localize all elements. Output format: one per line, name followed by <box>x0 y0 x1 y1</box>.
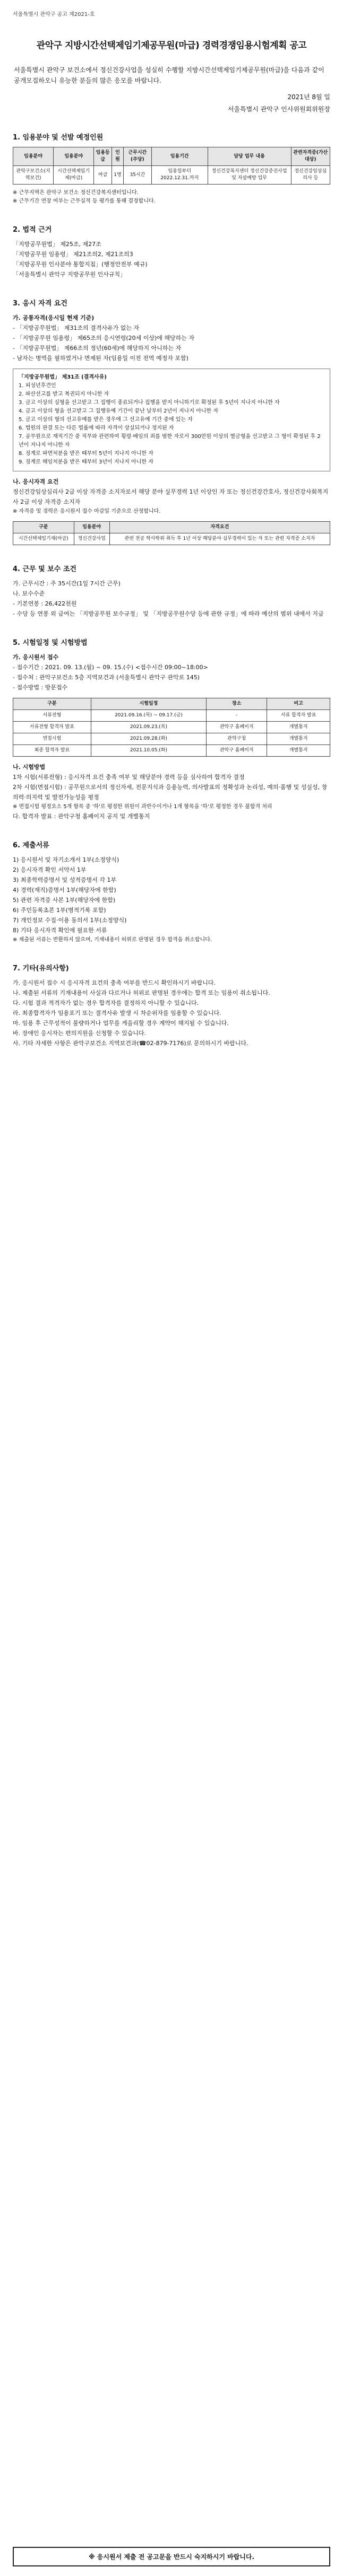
section-title: 7. 기타(유의사항) <box>13 965 69 972</box>
etc-line: 라. 최종합격자가 임용포기 또는 결격사유 발생 시 차순위자를 임용할 수 있습니다. <box>13 1010 221 1017</box>
work-conditions <box>13 579 330 619</box>
etc-line: 마. 임용 후 근무성적이 불량하거나 업무를 게을리할 경우 계약이 해지될 수 있습니다. <box>13 1020 229 1027</box>
section-title: 6. 제출서류 <box>13 842 49 849</box>
box-line: 4. 금고 이상의 형을 선고받고 그 집행유예 기간이 끝난 날부터 2년이 지나지 아니한 자 <box>19 408 219 414</box>
table-cell: 관악구보건소(지역보건) <box>13 166 54 185</box>
table-cell: 시간선택제임기제(마급) <box>54 166 94 185</box>
table-cell: 2021.09.16.(목) ~ 09.17.(금) <box>91 710 206 722</box>
table-cell: 정신건강복지센터 정신건강증진사업 및 자살예방 업무 <box>208 166 291 185</box>
etc-line: 다. 시험 결과 적격자가 없는 경우 합격자를 결정하지 아니할 수 있습니다. <box>13 1000 199 1006</box>
table-cell: 서류전형 합격자 발표 <box>13 722 91 733</box>
box-line: 1. 피성년후견인 <box>19 383 56 389</box>
method-line: 다. 합격자 발표 : 관악구청 홈페이지 공지 및 개별통지 <box>13 813 150 820</box>
signer: 서울특별시 관악구 인사위원회위원장 <box>227 106 330 113</box>
work-line: - 수당 등 연봉 외 급여는 「지방공무원 보수규정」 및 「지방공무원수당 등에 관한 규정」에 따라 예산의 범위 내에서 지급 <box>13 610 324 617</box>
table-header: 관련자격증(가산 대상) <box>291 147 330 166</box>
qualification-specific <box>13 477 330 516</box>
table-header: 구분 <box>13 522 74 533</box>
table-cell: 임용일부터 2022.12.31.까지 <box>151 166 208 185</box>
legal-item: 「지방공무원 임용령」 제21조의2, 제21조의3 <box>13 251 133 258</box>
table-cell: 서류전형 <box>13 710 91 722</box>
table-header: 임용분야 <box>13 147 54 166</box>
page-title: 관악구 지방시간선택제임기제공무원(마급) 경력경쟁임용시험계획 공고 <box>36 40 307 51</box>
etc-list <box>13 978 330 1048</box>
table-header: 근무시간(주당) <box>123 147 151 166</box>
table-cell: 면접시험 <box>13 733 91 745</box>
qualification-table <box>13 521 330 545</box>
etc-line: 사. 기타 자세한 사항은 관악구보건소 지역보건과(☎02-879-7176)로 문의하시기 바랍니다. <box>13 1040 248 1047</box>
receipt-line: - 접수처 : 관악구보건소 5층 지역보건과 (서울특별시 관악구 관악로 145) <box>13 674 200 681</box>
table-cell: 관련 전공 학사학위 취득 후 1년 이상 해당분야 실무경력이 있는 자 또는 관련 자격증 소지자 <box>109 533 330 545</box>
work-line: - 기본연봉 : 26,422천원 <box>13 600 77 607</box>
table-cell: 1명 <box>112 166 124 185</box>
table-cell: 2021.10.05.(화) <box>91 745 206 757</box>
doc-note: ※ 제출된 서류는 반환하지 않으며, 기재내용이 허위로 판명된 경우 합격을 취소합니다. <box>13 937 212 943</box>
table-header: 자격요건 <box>109 522 330 533</box>
table-cell: 정신건강사업 <box>74 533 109 545</box>
table-row <box>13 166 330 185</box>
doc-line: 6) 주민등록초본 1부(병적기록 포함) <box>13 907 106 914</box>
section-title: 5. 시험일정 및 시험방법 <box>13 639 88 647</box>
table-row <box>13 722 330 733</box>
note-line: ※ 근무기간 연장 여부는 근무실적 등 평가를 통해 결정합니다. <box>13 198 156 204</box>
qual-line: - 남자는 병역을 필하였거나 면제된 자(임용일 이전 전역 예정자 포함) <box>13 355 188 362</box>
table-header: 담당 업무 내용 <box>208 147 291 166</box>
subsection-title: 나. 시험방법 <box>13 764 46 770</box>
table-cell: 최종 합격자 발표 <box>13 745 91 757</box>
table-cell: - <box>207 710 267 722</box>
table-header: 구분 <box>13 698 91 710</box>
doc-line: 7) 개인정보 수집·이용 동의서 1부(소정양식) <box>13 917 127 924</box>
section-title: 3. 응시 자격 요건 <box>13 300 67 308</box>
table-header: 임용등급 <box>94 147 112 166</box>
box-title: 「지방공무원법」 제31조 (결격사유) <box>19 374 107 380</box>
box-line: 5. 금고 이상의 형의 선고유예를 받은 경우에 그 선고유예 기간 중에 있는 자 <box>19 417 193 423</box>
subsection-title: 나. 응시자격 요건 <box>13 478 59 485</box>
bottom-notice-box: ※ 응시원서 제출 전 공고문을 반드시 숙지하시기 바랍니다. <box>13 2547 330 2566</box>
qual-line: - 「지방공무원법」 제66조의 정년(60세)에 해당하지 아니하는 자 <box>13 345 182 352</box>
doc-line: 5) 관련 자격증 사본 1부(해당자에 한함) <box>13 897 116 904</box>
box-line: 7. 공무원으로 재직기간 중 직무와 관련하여 횡령·배임의 죄를 범한 자로서 300만원 이상의 벌금형을 선고받고 그 형이 확정된 후 2년이 지나지 아니한 자 <box>19 434 321 448</box>
qualification-common <box>13 313 330 363</box>
table-cell: 개별통지 <box>267 733 330 745</box>
qual-specific: 정신건강임상심리사 2급 이상 자격증 소지자로서 해당 분야 실무경력 1년 이상인 자 또는 정신건강간호사, 정신건강사회복지사 2급 이상 자격증 소지자 <box>13 488 329 505</box>
etc-line: 바. 장애인 응시자는 편의지원을 신청할 수 있습니다. <box>13 1030 147 1037</box>
doc-line: 8) 기타 응시자격 확인에 필요한 서류 <box>13 927 107 934</box>
qual-line: - 「지방공무원법」 제31조의 결격사유가 없는 자 <box>13 325 140 331</box>
table-cell: 2021.09.28.(화) <box>91 733 206 745</box>
table-row <box>13 733 330 745</box>
table-notes <box>13 189 330 206</box>
legal-item: 「지방공무원법」 제25조, 제27조 <box>13 241 101 248</box>
table-header: 임용기간 <box>151 147 208 166</box>
table-row <box>13 710 330 722</box>
receipt-line: - 접수기간 : 2021. 09. 13.(월) ~ 09. 15.(수) <접수시간 09:00~18:00> <box>13 664 208 671</box>
doc-line: 4) 경력(재직)증명서 1부(해당자에 한함) <box>13 887 116 893</box>
table-cell: 2021.09.23.(목) <box>91 722 206 733</box>
qual-note: ※ 자격증 및 경력은 응시원서 접수 마감일 기준으로 산정합니다. <box>13 509 161 514</box>
section-title: 4. 근무 및 보수 조건 <box>13 565 76 573</box>
note-line: ※ 근무지역은 관악구 보건소 정신건강복지센터입니다. <box>13 190 139 196</box>
table-header: 임용분야 <box>74 522 109 533</box>
subsection-title: 가. 공통자격(응시일 현재 기준) <box>13 314 95 321</box>
table-cell: 35시간 <box>123 166 151 185</box>
work-line: 나. 보수수준 <box>13 590 45 597</box>
table-row <box>13 745 330 757</box>
table-row <box>13 533 330 545</box>
table-cell: 개별통지 <box>267 745 330 757</box>
lead-paragraph: 서울특별시 관악구 보건소에서 정신건강사업을 성실히 수행할 지방시간선택제임기제공무원(마급)을 다음과 같이 공개모집하오니 유능한 분들의 많은 응모를 바랍니다. <box>14 66 324 84</box>
table-cell: 정신건강임상심리사 등 <box>291 166 330 185</box>
table-header: 비고 <box>267 698 330 710</box>
box-line: 2. 파산선고를 받고 복권되지 아니한 자 <box>19 391 109 397</box>
box-line: 9. 징계로 해임처분을 받은 때부터 3년이 지나지 아니한 자 <box>19 459 153 465</box>
table-header: 인원 <box>112 147 124 166</box>
legal-item: 「지방공무원 인사분야 통합지침」(행정안전부 예규) <box>13 261 148 268</box>
etc-line: 가. 응시원서 접수 시 응시자격 요건의 충족 여부를 반드시 확인하시기 바랍니다. <box>13 979 216 986</box>
table-header: 시험일정 <box>91 698 206 710</box>
notice-date: 2021년 8월 일 <box>287 93 330 101</box>
doc-line: 3) 최종학력증명서 및 성적증명서 각 1부 <box>13 877 117 883</box>
etc-line: 나. 제출된 서류의 기재내용이 사실과 다르거나 허위로 판명된 경우에는 합격 또는 임용이 취소됩니다. <box>13 989 270 996</box>
box-line: 3. 금고 이상의 실형을 선고받고 그 집행이 종료되거나 집행을 받지 아니하기로 확정된 후 5년이 지나지 아니한 자 <box>19 400 280 406</box>
table-header: 장소 <box>207 698 267 710</box>
legal-item: 「서울특별시 관악구 지방공무원 인사규칙」 <box>13 271 126 278</box>
section-title: 2. 법적 근거 <box>13 226 52 234</box>
position-table <box>13 147 330 185</box>
schedule-table <box>13 698 330 757</box>
legal-basis-list <box>13 239 330 279</box>
documents-list <box>13 855 330 944</box>
receipt-info <box>13 652 330 693</box>
method-line: 2차 시험(면접시험) : 공무원으로서의 정신자세, 전문지식과 응용능력, 의사발표의 정확성과 논리성, 예의·품행 및 성실성, 창의력·의지력 및 발전가능성을 평정 <box>13 784 328 801</box>
method-line: 1차 시험(서류전형) : 응시자격 요건 충족 여부 및 해당분야 경력 등을 심사하여 합격자 결정 <box>13 774 245 781</box>
table-cell: 관악구청 <box>207 733 267 745</box>
box-line: 8. 징계로 파면처분을 받은 때부터 5년이 지나지 아니한 자 <box>19 451 153 457</box>
notice-number: 서울특별시 관악구 공고 제2021-호 <box>13 12 95 17</box>
table-cell: 관악구 홈페이지 <box>207 722 267 733</box>
section-title: 1. 임용분야 및 선발 예정인원 <box>13 134 104 142</box>
doc-line: 2) 응시자격 확인 서약서 1부 <box>13 866 87 873</box>
table-cell: 마급 <box>94 166 112 185</box>
table-cell: 서류 합격자 발표 <box>267 710 330 722</box>
work-line: 가. 근무시간 : 주 35시간(1일 7시간 근무) <box>13 580 121 587</box>
method-line: ※ 면접시험 평정요소 5개 항목 중 '하'로 평정한 위원이 과반수이거나 1개 항목을 '하'로 평정한 경우 불합격 처리 <box>13 804 272 810</box>
table-cell: 개별통지 <box>267 722 330 733</box>
doc-line: 1) 응시원서 및 자기소개서 1부(소정양식) <box>13 856 119 863</box>
table-cell: 시간선택제임기제(마급) <box>13 533 74 545</box>
disqualification-box <box>13 369 330 471</box>
exam-method <box>13 762 330 821</box>
box-line: 6. 법원의 판결 또는 다른 법률에 따라 자격이 상실되거나 정지된 자 <box>19 425 174 431</box>
subsection-title: 가. 응시원서 접수 <box>13 654 59 661</box>
qual-line: - 「지방공무원 임용령」 제65조의 응시연령(20세 이상)에 해당하는 자 <box>13 335 195 341</box>
receipt-line: - 접수방법 : 방문접수 <box>13 684 68 691</box>
table-header: 임용분야 <box>54 147 94 166</box>
table-cell: 관악구 홈페이지 <box>207 745 267 757</box>
